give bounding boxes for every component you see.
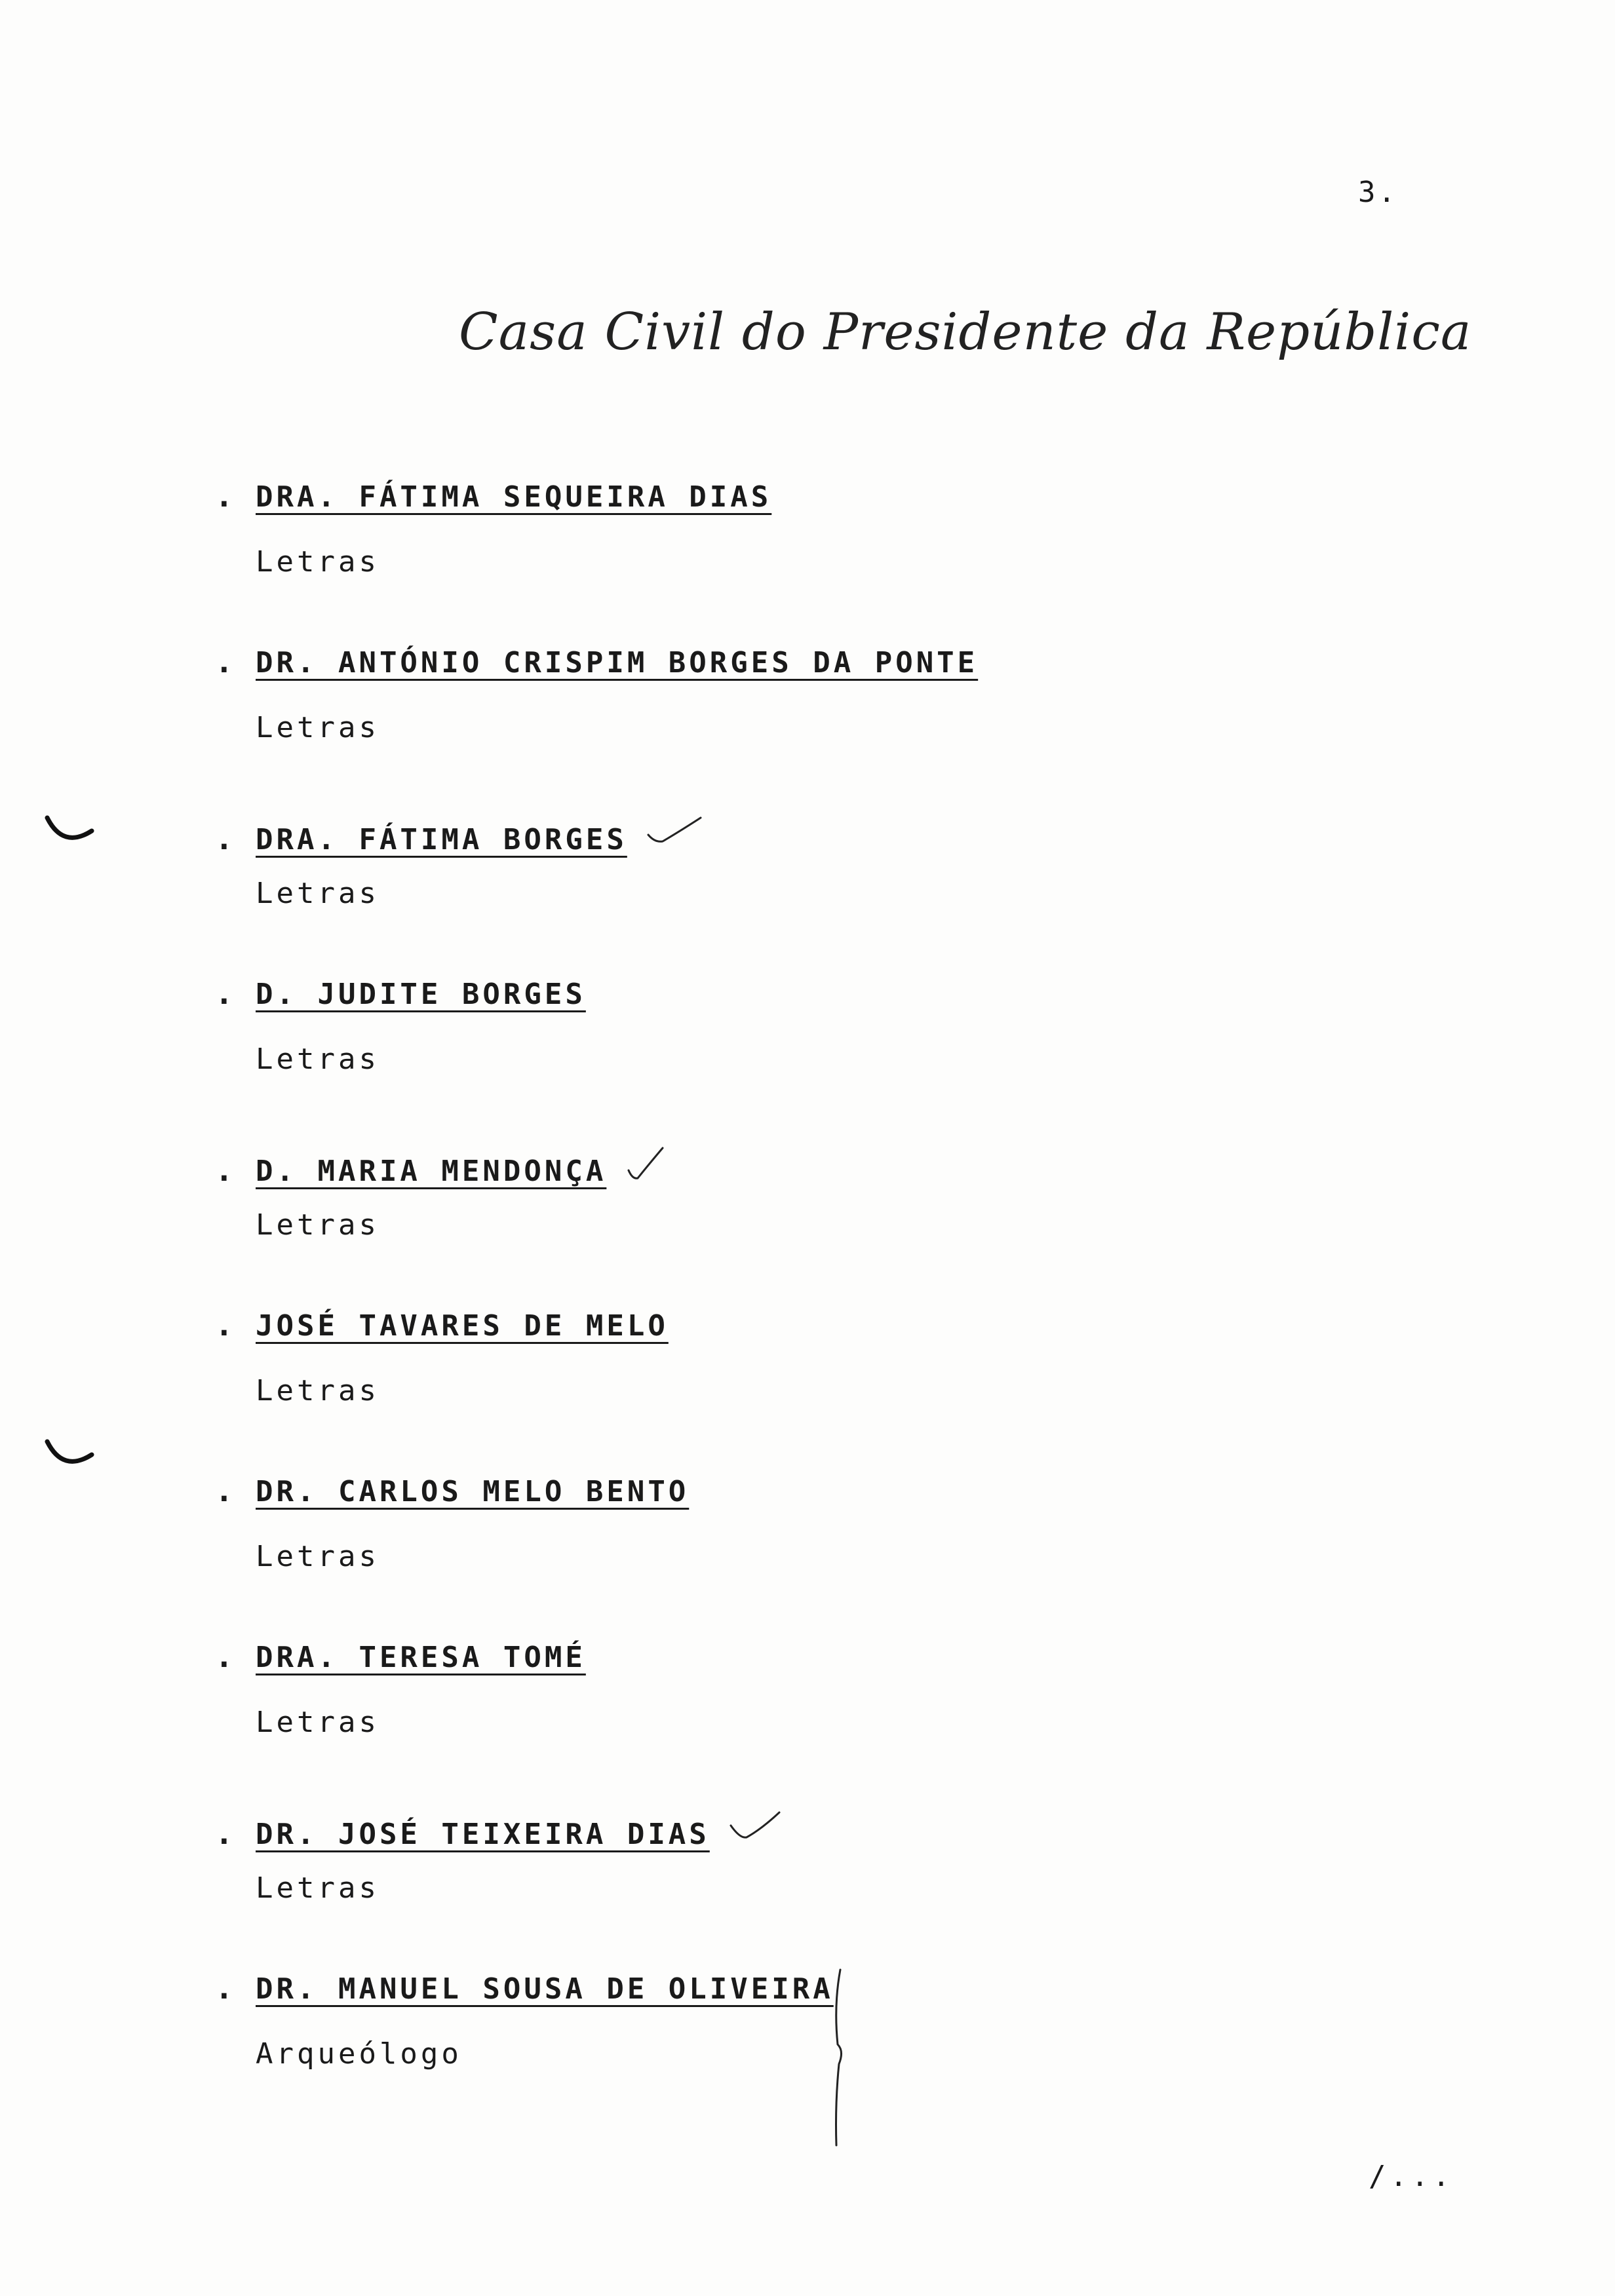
page-number: 3. <box>1358 176 1398 209</box>
bullet: . <box>215 1639 233 1674</box>
list-item <box>215 1473 1395 1639</box>
list-item <box>215 1639 1395 1805</box>
entry-field: Letras <box>256 1540 379 1573</box>
check-mark-icon <box>646 815 705 854</box>
entry-field: Letras <box>256 711 379 744</box>
entry-name: DRA. FÁTIMA BORGES <box>256 823 627 856</box>
entry-name: DRA. FÁTIMA SEQUEIRA DIAS <box>256 480 772 514</box>
entry-field: Arqueólogo <box>256 2037 462 2071</box>
entry-field: Letras <box>256 1871 379 1905</box>
entry-list <box>215 478 1395 2136</box>
entry-name: D. JUDITE BORGES <box>256 978 586 1011</box>
bullet: . <box>215 644 233 679</box>
list-item <box>215 1805 1395 1970</box>
entry-name: JOSÉ TAVARES DE MELO <box>256 1309 669 1343</box>
bullet: . <box>215 1307 233 1343</box>
check-mark-icon <box>625 1147 684 1186</box>
entry-field: Letras <box>256 877 379 910</box>
entry-name: DR. ANTÓNIO CRISPIM BORGES DA PONTE <box>256 646 979 679</box>
margin-arc-mark-2 <box>43 1435 96 1474</box>
bullet: . <box>215 1970 233 2006</box>
entry-field: Letras <box>256 1208 379 1242</box>
bullet: . <box>215 1473 233 1508</box>
bullet: . <box>215 976 233 1011</box>
entry-name: DR. CARLOS MELO BENTO <box>256 1475 690 1508</box>
entry-name: DRA. TERESA TOMÉ <box>256 1641 586 1674</box>
entry-field: Letras <box>256 1043 379 1076</box>
entry-name: DR. JOSÉ TEIXEIRA DIAS <box>256 1818 710 1851</box>
bullet: . <box>215 1816 233 1851</box>
entry-field: Letras <box>256 1374 379 1407</box>
list-item <box>215 810 1395 976</box>
list-item <box>215 1141 1395 1307</box>
entry-name: DR. MANUEL SOUSA DE OLIVEIRA <box>256 1972 834 2006</box>
margin-bracket-mark <box>827 1966 853 2149</box>
margin-arc-mark-1 <box>43 811 96 851</box>
letterhead: Casa Civil do Presidente da República <box>459 303 1472 362</box>
entry-field: Letras <box>256 1706 379 1739</box>
list-item <box>215 1970 1395 2136</box>
list-item <box>215 976 1395 1141</box>
list-item <box>215 1307 1395 1473</box>
check-mark-icon <box>728 1810 787 1849</box>
bullet: . <box>215 821 233 856</box>
list-item <box>215 644 1395 810</box>
entry-name: D. MARIA MENDONÇA <box>256 1155 607 1188</box>
list-item <box>215 478 1395 644</box>
bullet: . <box>215 1153 233 1188</box>
bullet: . <box>215 478 233 514</box>
continuation-mark: /... <box>1369 2160 1454 2193</box>
entry-field: Letras <box>256 545 379 579</box>
